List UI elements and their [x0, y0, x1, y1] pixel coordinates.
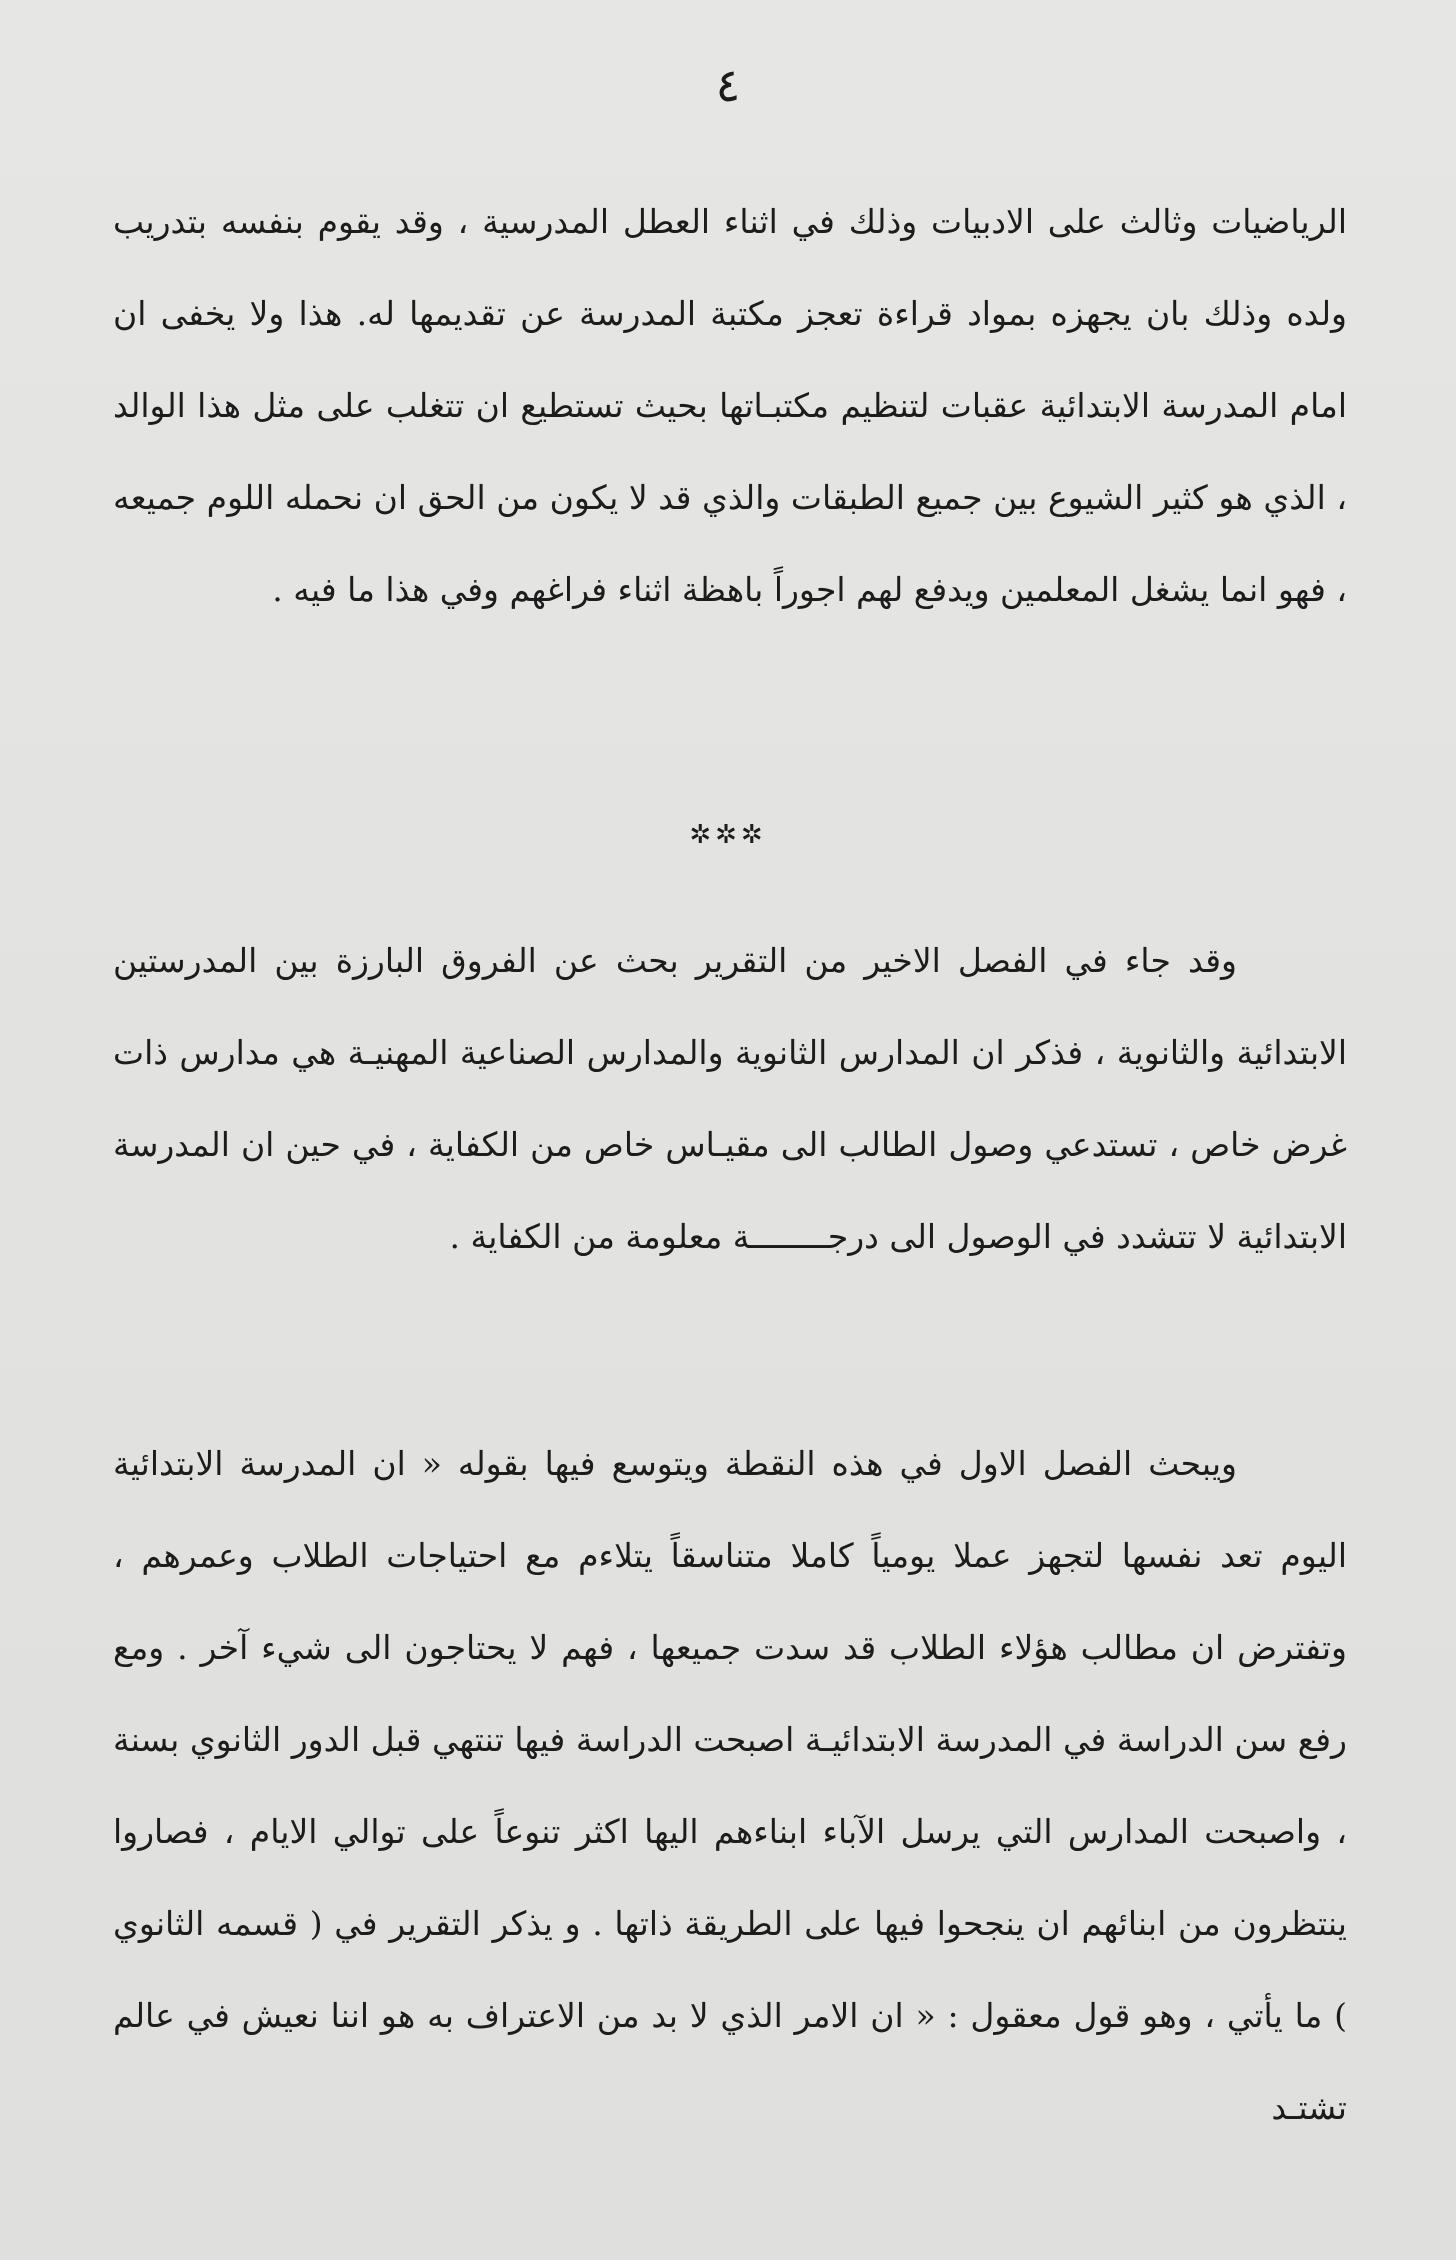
- section-separator: ✲✲✲: [689, 820, 767, 850]
- paragraph-2: وقد جاء في الفصل الاخير من التقرير بحث عن الفروق البارزة بين المدرستين الابتدائية والثانوية ، فذكر ان المدارس الثانوية والمدارس الصناعية المهنيـة هي مدارس ذات غرض خاص ، تستدعي وصول الطالب الى مقيـاس خاص من الكفاية ، في حين ان المدرسة الابتدائية لا تتشدد في الوصول الى درجــــــــة معلومة من الكفاية .: [113, 941, 1347, 1256]
- paragraph-3-block: [113, 1418, 1347, 2154]
- paragraph-3: ويبحث الفصل الاول في هذه النقطة ويتوسع فيها بقوله « ان المدرسة الابتدائية اليوم تعد نفسها لتجهز عملا يومياً كاملا متناسقاً يتلاءم مع احتياجات الطلاب وعمرهم ، وتفترض ان مطالب هؤلاء الطلاب قد سدت جميعها ، فهم لا يحتاجون الى شيء آخر . ومع رفع سن الدراسة في المدرسة الابتدائيـة اصبحت الدراسة فيها تنتهي قبل الدور الثانوي بسنة ، واصبحت المدارس التي يرسل الآباء ابناءهم اليها اكثر تنوعاً على توالي الايام ، فصاروا ينتظرون من ابنائهم ان ينجحوا فيها على الطريقة ذاتها . و يذكر التقرير في ( قسمه الثانوي ) ما يأتي ، وهو قول معقول : « ان الامر الذي لا بد من الاعتراف به هو اننا نعيش في عالم تشتـد: [113, 1444, 1347, 2127]
- page-number: ٤: [715, 58, 741, 112]
- paragraph-1-block: [113, 176, 1347, 636]
- paragraph-1: الرياضيات وثالث على الادبيات وذلك في اثناء العطل المدرسية ، وقد يقوم بنفسه بتدريب ولده وذلك بان يجهزه بمواد قراءة تعجز مكتبة المدرسة عن تقديمها له. هذا ولا يخفى ان امام المدرسة الابتدائية عقبات لتنظيم مكتبـاتها بحيث تستطيع ان تتغلب على مثل هذا الوالد ، الذي هو كثير الشيوع بين جميع الطبقات والذي قد لا يكون من الحق ان نحمله اللوم جميعه ، فهو انما يشغل المعلمين ويدفع لهم اجوراً باهظة اثناء فراغهم وفي هذا ما فيه .: [113, 202, 1347, 609]
- paragraph-2-block: [113, 915, 1347, 1283]
